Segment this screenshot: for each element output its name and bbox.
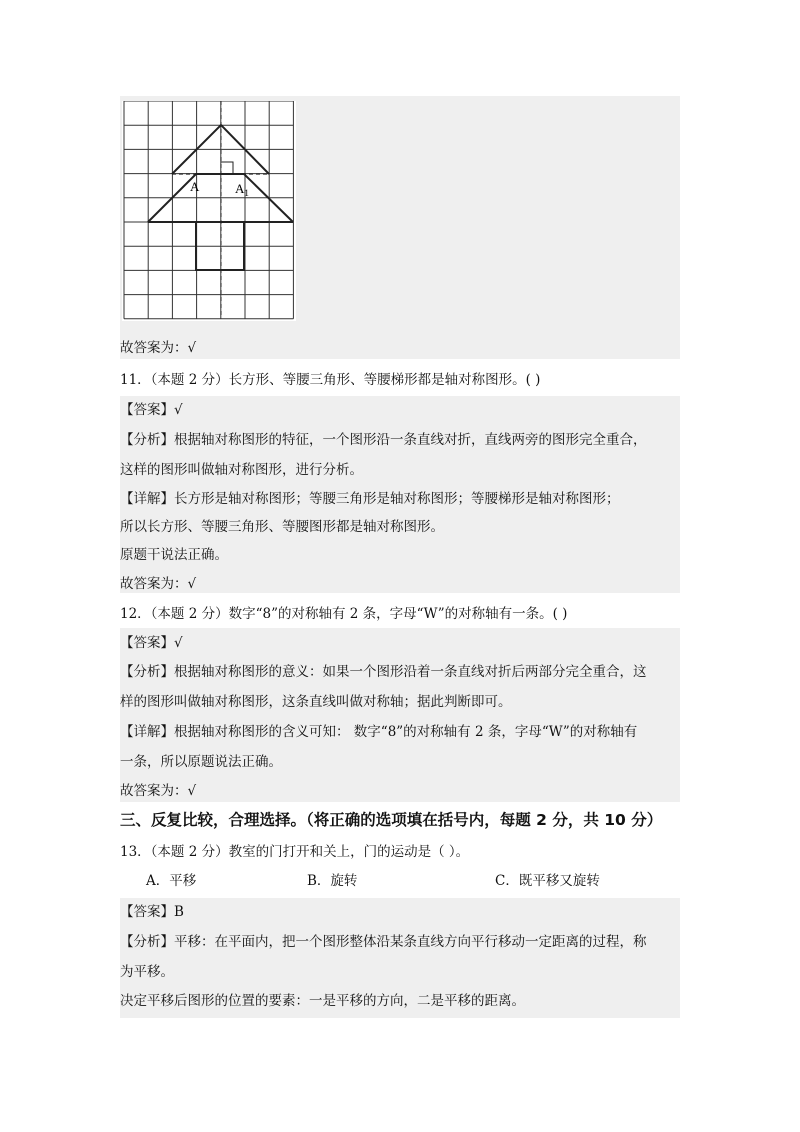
detail-11-a: 【详解】长方形是轴对称图形；等腰三角形是轴对称图形；等腰梯形是轴对称图形；	[120, 491, 620, 507]
question-12: 12．（本题 2 分）数字“8”的对称轴有 2 条，字母“W”的对称轴有一条。( )	[120, 606, 568, 622]
answer-block-12	[120, 628, 680, 802]
symmetry-grid-figure	[122, 101, 296, 321]
question-11: 11．（本题 2 分）长方形、等腰三角形、等腰梯形都是轴对称图形。( )	[120, 372, 541, 388]
answer-13: 【答案】B	[120, 904, 184, 920]
label-a1: $A_1$	[235, 181, 249, 198]
option-a: A．平移	[146, 873, 197, 889]
analysis-13-c: 决定平移后图形的位置的要素：一是平移的方向，二是平移的距离。	[120, 993, 525, 1009]
analysis-13-a: 【分析】平移：在平面内，把一个图形整体沿某条直线方向平行移动一定距离的过程，称	[120, 934, 647, 950]
section-3-heading: 三、反复比较，合理选择。（将正确的选项填在括号内，每题 2 分，共 10 分）	[120, 811, 663, 829]
analysis-11-b: 这样的图形叫做轴对称图形，进行分析。	[120, 462, 363, 478]
detail-11-c: 原题干说法正确。	[120, 547, 228, 563]
answer-11: 【答案】√	[120, 402, 183, 418]
question-13: 13．（本题 2 分）教室的门打开和关上，门的运动是（ ）。	[120, 844, 470, 860]
answer-conclusion-10: 故答案为：√	[120, 340, 197, 356]
analysis-11-a: 【分析】根据轴对称图形的特征，一个图形沿一条直线对折，直线两旁的图形完全重合，	[120, 432, 647, 448]
label-a: A	[190, 179, 200, 194]
answer-12: 【答案】√	[120, 635, 183, 651]
answer-conclusion-12: 故答案为：√	[120, 783, 197, 799]
analysis-12-a: 【分析】根据轴对称图形的意义：如果一个图形沿着一条直线对折后两部分完全重合，这	[120, 664, 647, 680]
detail-12-b: 一条，所以原题说法正确。	[120, 754, 282, 770]
detail-11-b: 所以长方形、等腰三角形、等腰图形都是轴对称图形。	[120, 519, 444, 535]
analysis-12-b: 样的图形叫做轴对称图形，这条直线叫做对称轴；据此判断即可。	[120, 694, 512, 710]
detail-12-a: 【详解】根据轴对称图形的含义可知： 数字“8”的对称轴有 2 条，字母“W”的对称轴有	[120, 724, 638, 740]
option-b: B．旋转	[307, 873, 358, 889]
option-c: C．既平移又旋转	[495, 873, 600, 889]
analysis-13-b: 为平移。	[120, 964, 174, 980]
answer-conclusion-11: 故答案为：√	[120, 576, 197, 592]
